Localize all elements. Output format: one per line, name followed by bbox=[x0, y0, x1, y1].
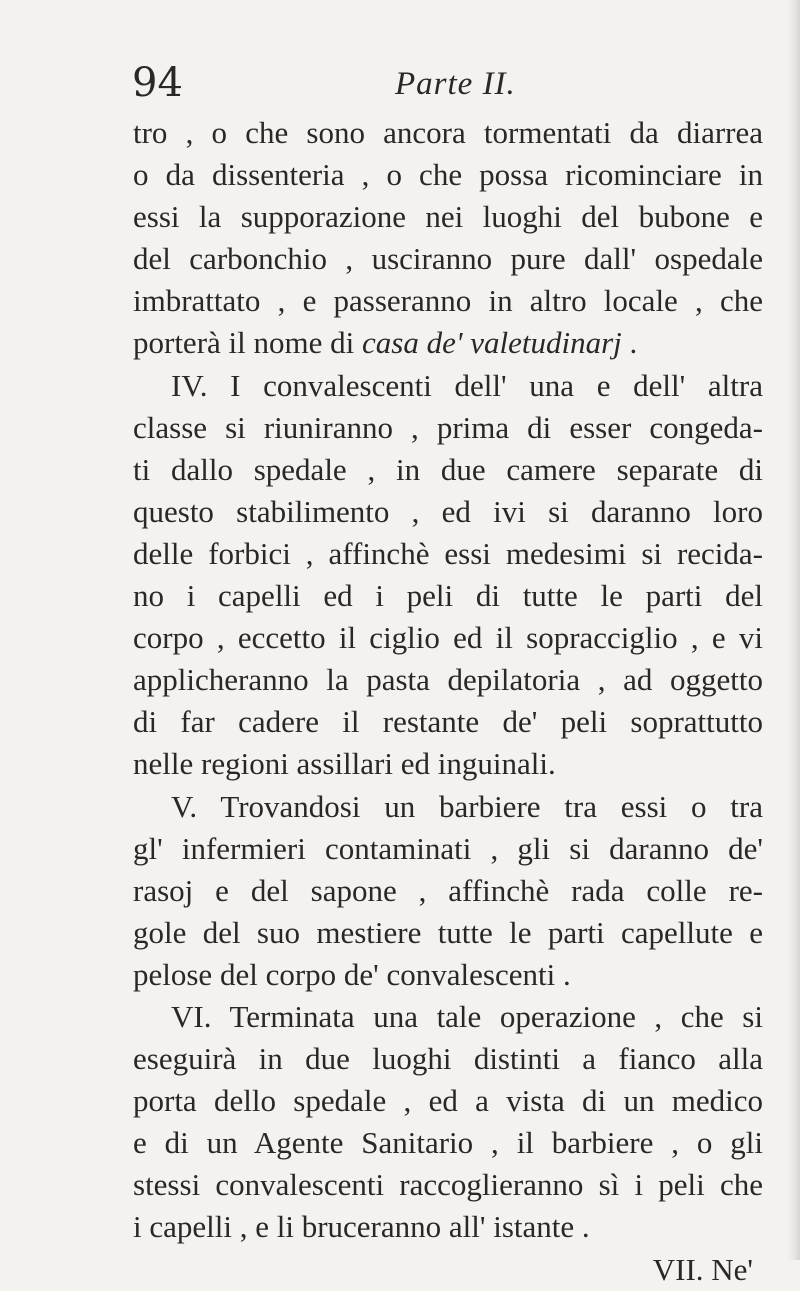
running-title: Parte II. bbox=[395, 66, 516, 102]
text-line: classe si riuniranno , prima di esser congeda- bbox=[133, 409, 763, 445]
text-line: e di un Agente Sanitario , il barbiere , o gli bbox=[133, 1125, 763, 1161]
text-line: no i capelli ed i peli di tutte le parti del bbox=[133, 578, 763, 614]
body-text bbox=[133, 112, 763, 1291]
text-line: eseguirà in due luoghi distinti a fianco alla bbox=[133, 1041, 763, 1077]
catchword: VII. Ne' bbox=[652, 1251, 753, 1287]
paragraph-end-line: nelle regioni assillari ed inguinali. bbox=[133, 746, 556, 782]
text-line: corpo , eccetto il ciglio ed il sopracciglio , e vi bbox=[133, 620, 763, 656]
text-line: porta dello spedale , ed a vista di un medico bbox=[133, 1083, 763, 1119]
page-header bbox=[0, 58, 800, 118]
paragraph-start-line: IV. I convalescenti dell' una e dell' altra bbox=[171, 367, 763, 403]
text-line-start: porterà il nome di bbox=[133, 325, 355, 361]
text-line: stessi convalescenti raccoglieranno sì i peli che bbox=[133, 1167, 763, 1203]
text-line: questo stabilimento , ed ivi si daranno loro bbox=[133, 493, 763, 529]
page-edge-shadow bbox=[786, 0, 800, 1260]
text-line: delle forbici , affinchè essi medesimi si recida- bbox=[133, 535, 763, 571]
text-line: imbrattato , e passeranno in altro locale , che bbox=[133, 283, 763, 319]
text-line: tro , o che sono ancora tormentati da diarrea bbox=[133, 115, 763, 150]
italic-line-end: . bbox=[621, 325, 638, 361]
italic-phrase: casa de' valetudinarj bbox=[362, 325, 622, 361]
text-line: gole del suo mestiere tutte le parti capellute e bbox=[133, 914, 763, 950]
text-line: ti dallo spedale , in due camere separate di bbox=[133, 451, 763, 487]
paragraph-end-line: pelose del corpo de' convalescenti . bbox=[133, 956, 571, 992]
text-line: essi la supporazione nei luoghi del bubone e bbox=[133, 199, 763, 235]
paragraph-start-line: V. Trovandosi un barbiere tra essi o tra bbox=[171, 788, 763, 824]
text-line-with-italic bbox=[133, 322, 763, 364]
text-line: rasoj e del sapone , affinchè rada colle re- bbox=[133, 872, 763, 908]
text-line: o da dissenteria , o che possa ricominciare in bbox=[133, 157, 763, 193]
paragraph-start-line: VI. Terminata una tale operazione , che si bbox=[171, 998, 763, 1034]
text-line: gl' infermieri contaminati , gli si daranno de' bbox=[133, 830, 763, 866]
text-line: applicheranno la pasta depilatoria , ad oggetto bbox=[133, 662, 763, 698]
text-line: di far cadere il restante de' peli soprattutto bbox=[133, 704, 763, 740]
page-number: 94 bbox=[132, 60, 183, 106]
text-line: del carbonchio , usciranno pure dall' ospedale bbox=[133, 241, 763, 277]
paragraph-end-line: i capelli , e li bruceranno all' istante . bbox=[133, 1209, 590, 1245]
